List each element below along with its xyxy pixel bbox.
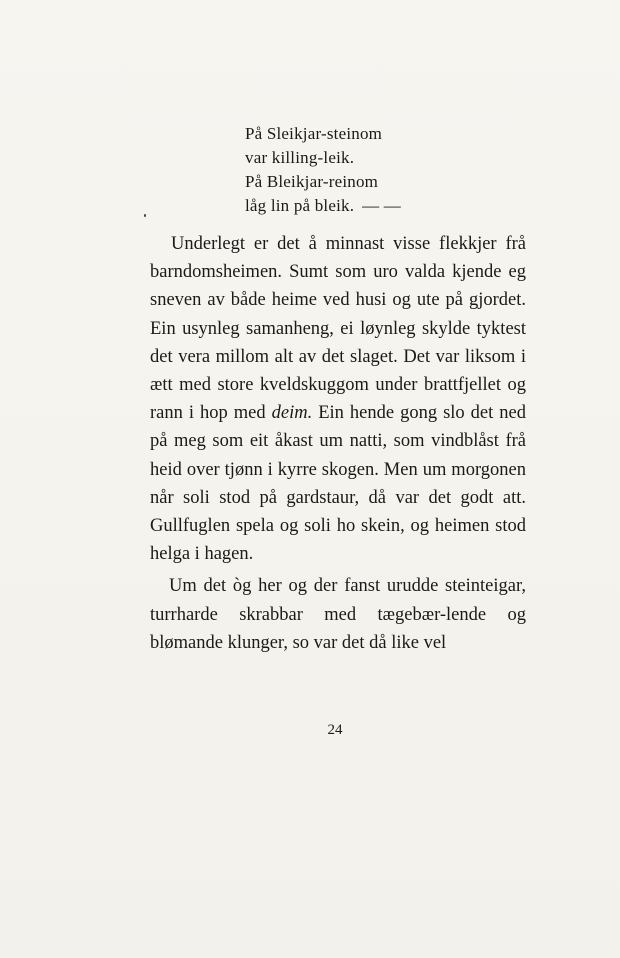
verse-line-4-text: låg lin på bleik. [245,196,355,215]
page-number: 24 [327,722,343,738]
verse-stanza [245,122,401,218]
verse-line-1: På Sleikjar-steinom [245,124,383,143]
ink-speck [144,214,146,217]
paragraph-1-emphasis: deim. [271,403,313,424]
verse-dash: — — [362,196,402,215]
verse-line-3: På Bleikjar-reinom [245,172,379,191]
verse-line-2: var killing-leik. [245,148,355,167]
prose-body [150,230,526,657]
paragraph-1 [150,230,526,568]
paragraph-2: Um det òg her og der fanst urudde steinteigar, turrharde skrabbar med tægebær-lende og blømande klunger, so var det då like vel [150,576,526,653]
verse-line-4 [245,194,401,218]
paragraph-1-text-a: Underlegt er det å minnast visse flekkjer frå barndomsheimen. Sumt som uro valda kjende eg sneven av både heime ved husi og ute på gjordet. Ein usynleg samanheng, ei løynleg skylde tyktest det vera millom alt av det slaget. Det var liksom i ætt med store kveldskuggom under brattfjellet og rann i hop med [150,234,526,424]
paragraph-1-text-b: Ein hende gong slo det ned på meg som eit åkast um natti, som vindblåst frå heid over tjønn i kyrre skogen. Men um morgonen når soli stod på gardstaur, då var det godt att. Gullfuglen spela og soli ho skein, og heimen stod helga i hagen. [150,403,526,565]
